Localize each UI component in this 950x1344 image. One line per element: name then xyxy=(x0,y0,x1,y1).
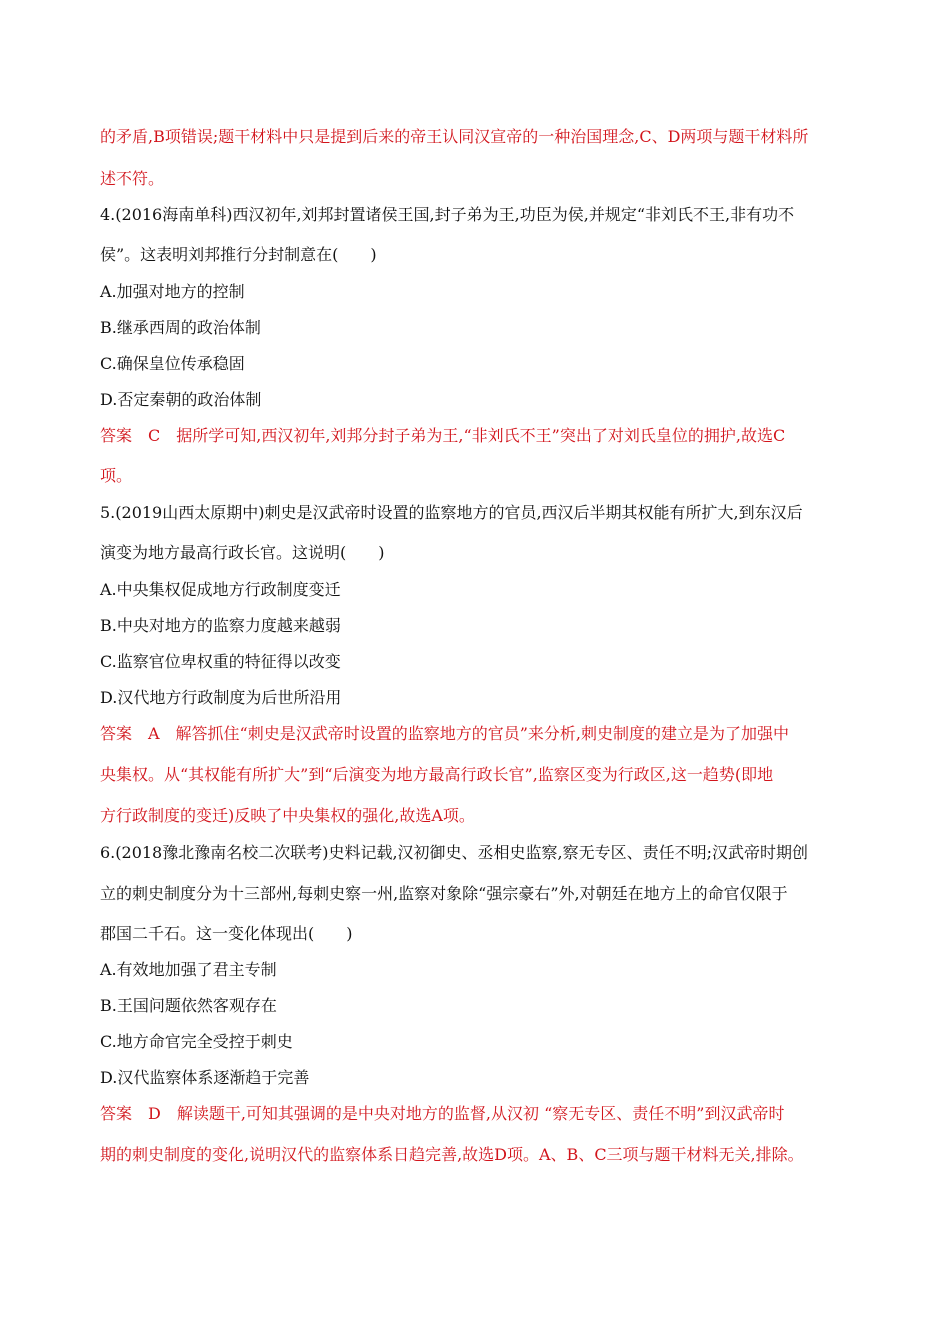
question-6-answer-line-2: 期的刺史制度的变化,说明汉代的监察体系日趋完善,故选D项。A、B、C三项与题干材料无关,排除。 xyxy=(100,1145,804,1164)
question-4-stem-line-1: 4.(2016海南单科)西汉初年,刘邦封置诸侯王国,封子弟为王,功臣为侯,并规定“非刘氏不王,非有功不 xyxy=(100,205,795,224)
question-4-answer-line-2: 项。 xyxy=(100,466,133,485)
question-6-stem-line-1: 6.(2018豫北豫南名校二次联考)史料记载,汉初御史、丞相史监察,察无专区、责任不明;汉武帝时期创 xyxy=(100,843,809,862)
answer-continuation-line-1: 的矛盾,B项错误;题干材料中只是提到后来的帝王认同汉宣帝的一种治国理念,C、D两项与题干材料所 xyxy=(100,127,809,146)
question-6-option-c: C.地方命官完全受控于刺史 xyxy=(100,1032,293,1051)
question-6-stem-line-2: 立的刺史制度分为十三部州,每刺史察一州,监察对象除“强宗豪右”外,对朝廷在地方上的命官仅限于 xyxy=(100,884,788,903)
question-5-option-c: C.监察官位卑权重的特征得以改变 xyxy=(100,652,341,671)
question-5-answer-line-1: 答案 A 解答抓住“刺史是汉武帝时设置的监察地方的官员”来分析,刺史制度的建立是为了加强中 xyxy=(100,724,790,743)
question-5-answer-line-3: 方行政制度的变迁)反映了中央集权的强化,故选A项。 xyxy=(100,806,475,825)
question-5-stem-line-2: 演变为地方最高行政长官。这说明( ) xyxy=(100,543,385,562)
question-4-option-d: D.否定秦朝的政治体制 xyxy=(100,390,262,409)
question-5-option-d: D.汉代地方行政制度为后世所沿用 xyxy=(100,688,342,707)
question-5-stem-line-1: 5.(2019山西太原期中)刺史是汉武帝时设置的监察地方的官员,西汉后半期其权能有所扩大,到东汉后 xyxy=(100,503,803,522)
question-5-option-a: A.中央集权促成地方行政制度变迁 xyxy=(100,580,341,599)
question-6-option-d: D.汉代监察体系逐渐趋于完善 xyxy=(100,1068,310,1087)
question-4-answer-line-1: 答案 C 据所学可知,西汉初年,刘邦分封子弟为王,“非刘氏不王”突出了对刘氏皇位的拥护,故选C xyxy=(100,426,786,445)
question-4-option-a: A.加强对地方的控制 xyxy=(100,282,245,301)
question-5-answer-line-2: 央集权。从“其权能有所扩大”到“后演变为地方最高行政长官”,监察区变为行政区,这一趋势(即地 xyxy=(100,765,774,784)
answer-continuation-line-2: 述不符。 xyxy=(100,169,165,188)
question-6-option-a: A.有效地加强了君主专制 xyxy=(100,960,277,979)
question-4-option-c: C.确保皇位传承稳固 xyxy=(100,354,245,373)
question-6-stem-line-3: 郡国二千石。这一变化体现出( ) xyxy=(100,924,353,943)
question-5-option-b: B.中央对地方的监察力度越来越弱 xyxy=(100,616,341,635)
question-6-option-b: B.王国问题依然客观存在 xyxy=(100,996,277,1015)
question-4-option-b: B.继承西周的政治体制 xyxy=(100,318,261,337)
question-6-answer-line-1: 答案 D 解读题干,可知其强调的是中央对地方的监督,从汉初 “察无专区、责任不明”到汉武帝时 xyxy=(100,1104,785,1123)
question-4-stem-line-2: 侯”。这表明刘邦推行分封制意在( ) xyxy=(100,245,377,264)
